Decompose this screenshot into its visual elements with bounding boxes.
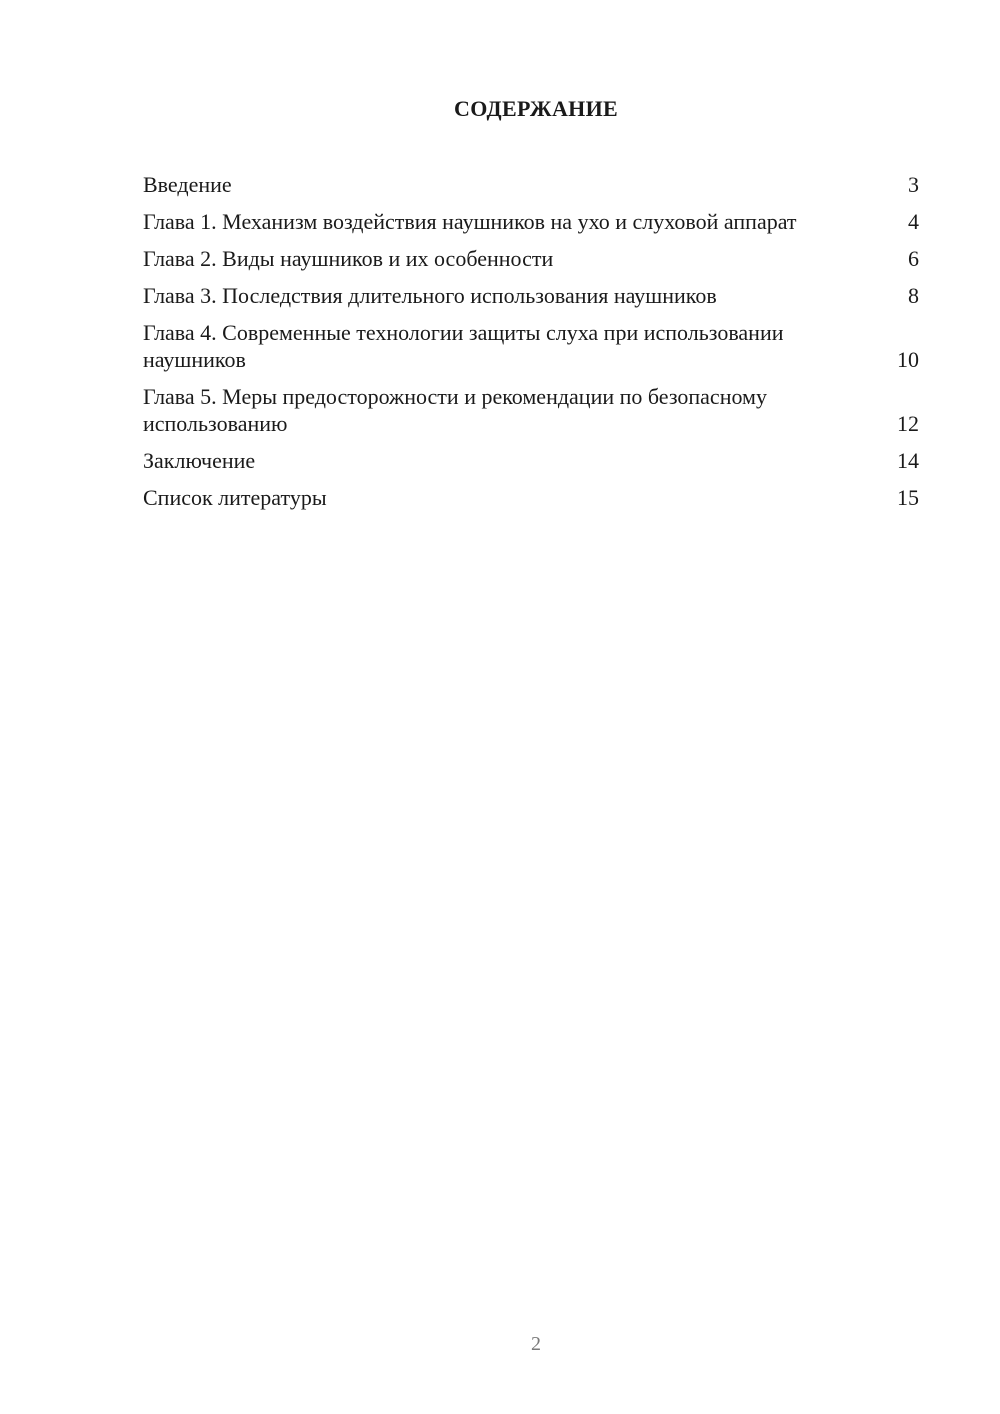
toc-entry-page: 10 xyxy=(897,347,919,372)
toc-entry-references xyxy=(143,484,919,511)
toc-entry-label: Список литературы xyxy=(143,485,327,510)
toc-entry-page: 6 xyxy=(908,246,919,271)
toc-entry-chapter-5 xyxy=(143,383,919,437)
page-number: 2 xyxy=(531,1333,541,1355)
toc-entry-label: Глава 4. Современные технологии защиты слуха при использовании наушников xyxy=(143,320,784,372)
toc-entry-page: 12 xyxy=(897,411,919,436)
toc-entry-label: Глава 2. Виды наушников и их особенности xyxy=(143,246,554,271)
toc-entry-page: 4 xyxy=(908,209,919,234)
toc-entry-page: 15 xyxy=(897,485,919,510)
table-of-contents xyxy=(143,171,919,521)
toc-entry-page: 3 xyxy=(908,172,919,197)
toc-entry-chapter-4 xyxy=(143,319,919,373)
toc-entry-label: Глава 3. Последствия длительного использования наушников xyxy=(143,283,717,308)
toc-entry-chapter-2 xyxy=(143,245,919,272)
toc-entry-conclusion xyxy=(143,447,919,474)
toc-entry-introduction xyxy=(143,171,919,198)
toc-entry-page: 8 xyxy=(908,283,919,308)
toc-entry-label: Глава 1. Механизм воздействия наушников на ухо и слуховой аппарат xyxy=(143,209,797,234)
toc-entry-label: Заключение xyxy=(143,448,256,473)
toc-entry-chapter-3 xyxy=(143,282,919,309)
toc-entry-page: 14 xyxy=(897,448,919,473)
toc-entry-label: Введение xyxy=(143,172,232,197)
toc-entry-label: Глава 5. Меры предосторожности и рекомендации по безопасному использованию xyxy=(143,384,767,436)
toc-entry-chapter-1 xyxy=(143,208,919,235)
page-title: СОДЕРЖАНИЕ xyxy=(454,96,618,121)
